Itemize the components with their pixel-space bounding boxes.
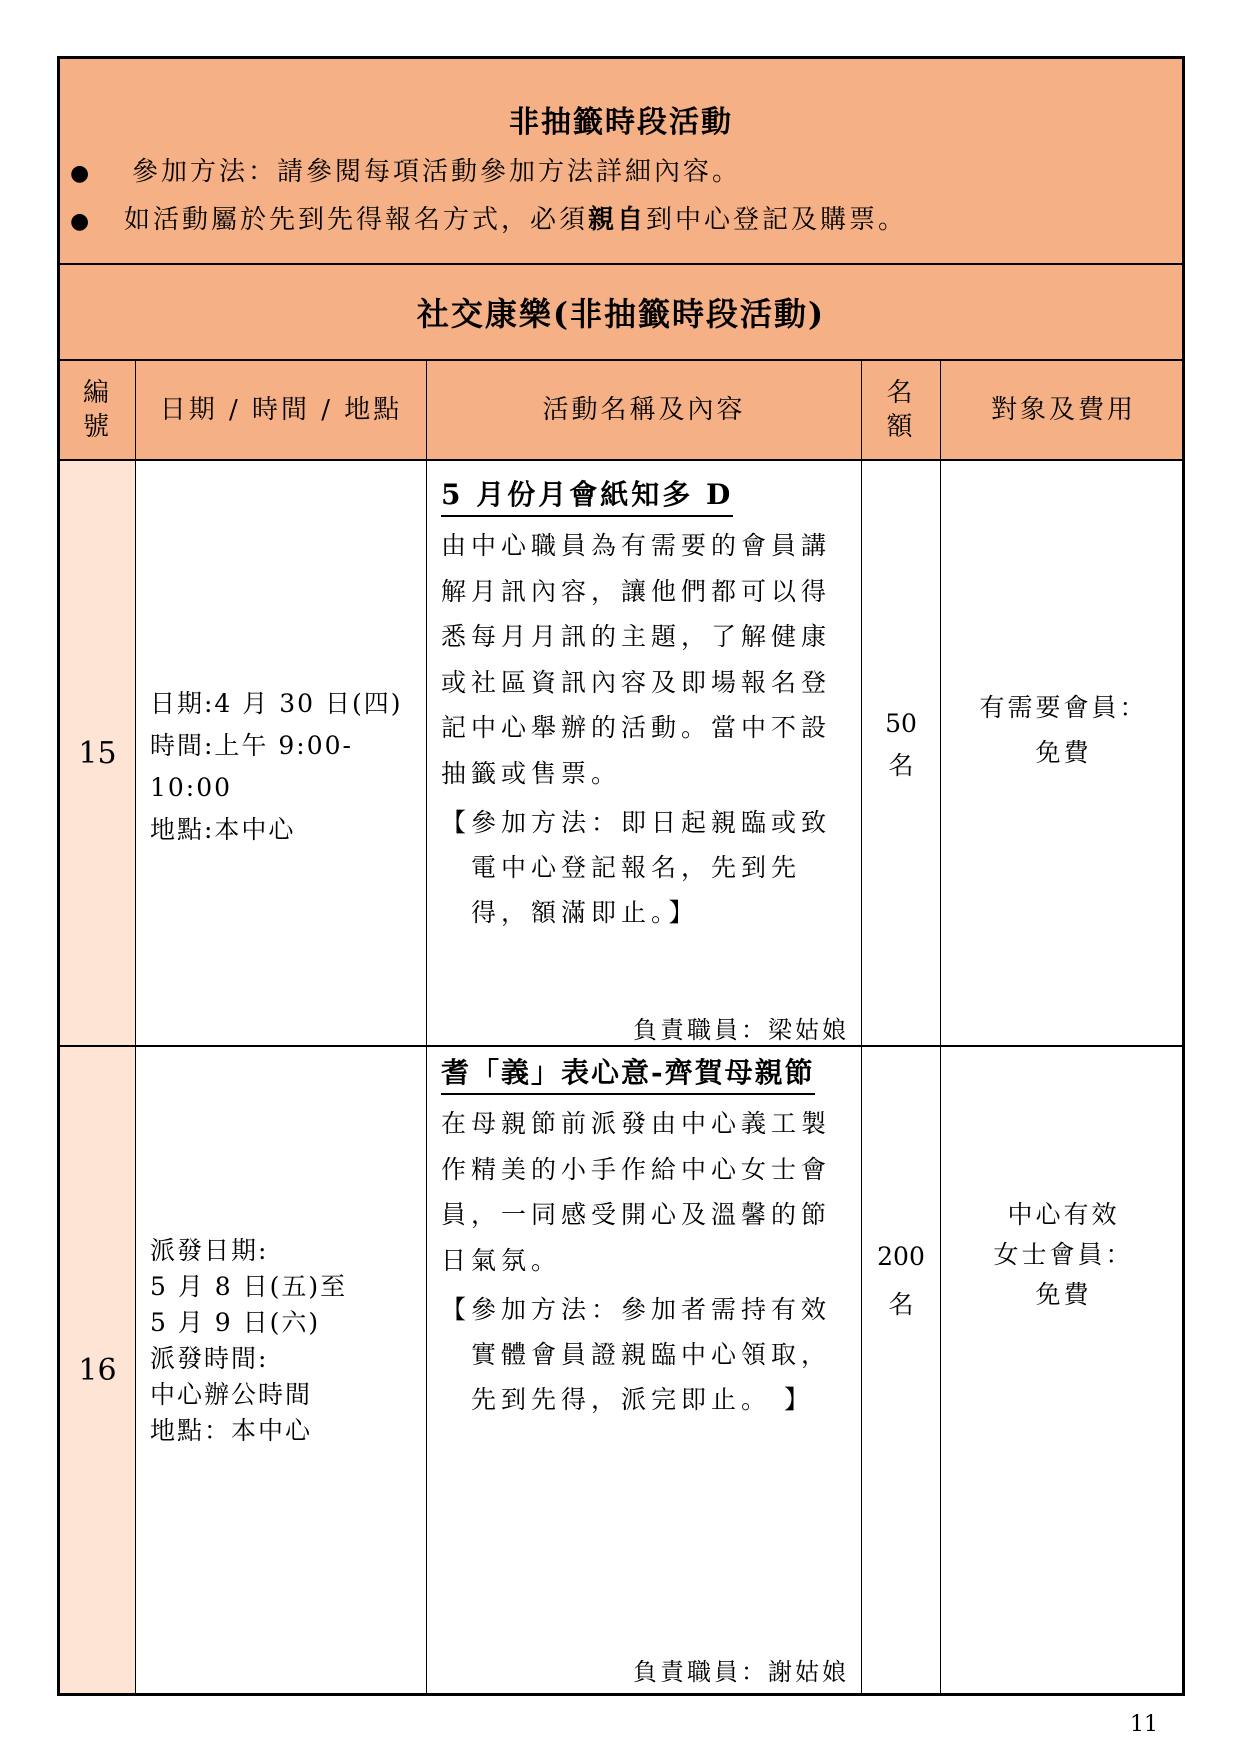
activity-description: 由中心職員為有需要的會員講解月訊內容，讓他們都可以得悉每月月訊的主題，了解健康或社區資訊內容及即場報名登記中心舉辦的活動。當中不設抽籤或售票。 [441,531,832,788]
bullet-join-method: ● 參加方法：請參閱每項活動參加方法詳細內容。 [70,157,742,187]
activity-description: 在母親節前派發由中心義工製作精美的小手作給中心女士會員，一同感受開心及溫馨的節日氣氛。 [441,1109,832,1275]
section-header [60,59,1182,265]
date-time-place: 日期:4 月 30 日(四) 時間:上午 9:00-10:00 地點:本中心 [150,689,403,844]
bullet-first-come: ● 如活動屬於先到先得報名方式，必須親自到中心登記及購票。 [70,205,908,235]
table-row [60,461,1182,1047]
page-number: 11 [1130,1712,1158,1737]
target-and-fee: 中心有效 女士會員： 免費 [993,1200,1134,1309]
target-and-fee: 有需要會員： 免費 [979,693,1148,767]
quota: 50 名 [885,709,917,780]
header-activity: 活動名稱及內容 [542,395,746,425]
row-number: 16 [60,1047,135,1693]
activity-cell [427,461,861,1045]
activity-table-frame [57,56,1185,1696]
header-quota: 名 額 [886,378,916,442]
bullet-icon: ● [70,161,93,186]
staff-in-charge: 負責職員：梁姑娘 [633,1016,849,1044]
table-title: 社交康樂(非抽籤時段活動) [60,265,1182,361]
quota: 200 名 [877,1242,925,1319]
column-header-row [60,361,1182,461]
staff-in-charge: 負責職員：謝姑娘 [633,1658,849,1686]
header-number: 編 號 [82,378,112,442]
header-target: 對象及費用 [990,395,1136,425]
join-method: 【參加方法：即日起親臨或致電中心登記報名，先到先得，額滿即止。】 [441,808,832,927]
header-datetime: 日期 / 時間 / 地點 [159,395,403,425]
date-time-place: 派發日期: 5 月 8 日(五)至 5 月 9 日(六) 派發時間: 中心辦公時間 地點：本中心 [150,1236,348,1445]
activity-cell [427,1047,861,1693]
emphasis-in-person: 親自 [588,205,647,235]
bullet-icon: ● [70,209,93,234]
activity-title: 耆「義」表心意-齊賀母親節 [441,1051,815,1095]
section-title: 非抽籤時段活動 [509,105,733,140]
activity-title: 5 月份月會紙知多 D [441,473,733,517]
join-method: 【參加方法：參加者需持有效實體會員證親臨中心領取，先到先得，派完即止。 】 [441,1295,832,1414]
table-row [60,1047,1182,1693]
row-number: 15 [60,461,135,1045]
